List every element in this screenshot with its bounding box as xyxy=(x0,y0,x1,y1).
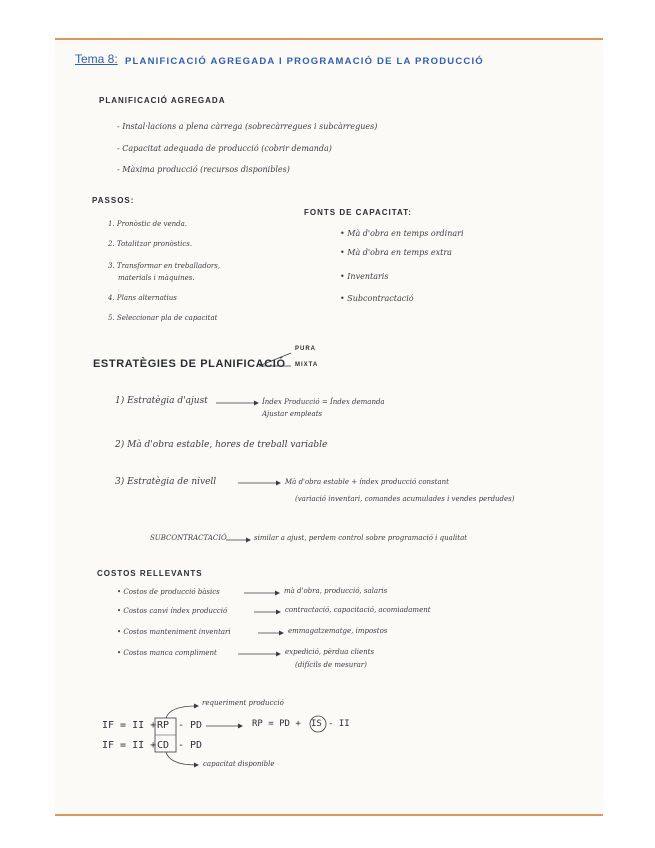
formula-arrow-top-head xyxy=(194,704,199,709)
strategy-2-label: 2) Mà d'obra estable, hores de treball variable xyxy=(115,440,328,450)
passos-item-5: 5. Seleccionar pla de capacitat xyxy=(108,314,218,322)
costos-row-3-result: emmagatzematge, impostos xyxy=(288,627,388,635)
formula-line2-rest: - PD xyxy=(178,740,203,751)
costos-row-1-result: mà d'obra, producció, salaris xyxy=(284,587,388,595)
fonts-item-2: • Mà d'obra en temps extra xyxy=(340,248,452,257)
planificacio-heading: PLANIFICACIÓ AGREGADA xyxy=(99,96,226,105)
formula-line2-left: IF = II + xyxy=(102,740,157,751)
estrategies-heading: ESTRATÈGIES DE PLANIFICACIÓ xyxy=(93,358,286,370)
formula-line1-box: RP xyxy=(157,720,170,731)
costos-row-4-result: expedició, pèrdua clients xyxy=(285,648,375,656)
subcontractacio-result: similar a ajust, perdem control sobre programació i qualitat xyxy=(254,534,468,542)
subcontractacio-label: SUBCONTRACTACIÓ xyxy=(150,534,227,542)
passos-item-1: 1. Pronòstic de venda. xyxy=(108,220,188,228)
arrow-s1-head xyxy=(254,401,259,406)
formula-result-b: - II xyxy=(328,719,350,729)
fonts-item-1: • Mà d'obra en temps ordinari xyxy=(340,229,464,238)
passos-item-4: 4. Plans alternatius xyxy=(108,294,177,302)
arrow-costos-1-head xyxy=(275,591,280,596)
costos-row-1-label: • Costos de producció bàsics xyxy=(117,588,220,596)
formula-line1-left: IF = II + xyxy=(102,720,157,731)
branch-pura: PURA xyxy=(295,346,317,352)
fonts-item-4: • Subcontractació xyxy=(340,294,414,303)
title-tema: Tema 8: xyxy=(75,52,118,66)
strategy-1-result-a: Índex Producció = Índex demanda xyxy=(262,398,385,406)
formula-result-a: RP = PD + xyxy=(252,719,301,729)
formula-arrow-bottom-head xyxy=(194,763,199,768)
formula-line2-box: CD xyxy=(157,740,170,751)
costos-row-4-label: • Costos manca compliment xyxy=(117,649,217,657)
arrow-costos-3-head xyxy=(279,631,284,636)
strategy-1-result-b: Ajustar empleats xyxy=(262,410,323,418)
planificacio-item-1: - Instal·lacions a plena càrrega (sobrecàrregues i subcàrregues) xyxy=(117,122,378,131)
passos-item-3-cont: materials i màquines. xyxy=(118,274,195,282)
planificacio-item-3: - Màxima producció (recursos disponibles) xyxy=(117,165,290,174)
arrow-costos-4-head xyxy=(276,652,281,657)
fonts-item-3: • Inventaris xyxy=(340,272,389,281)
passos-item-3: 3. Transformar en treballadors, xyxy=(108,262,221,270)
arrow-s3-head xyxy=(276,481,281,486)
formula-arrow-mid-head xyxy=(238,724,243,729)
costos-row-3-label: • Costos manteniment inventari xyxy=(117,628,231,636)
fonts-heading: FONTS DE CAPACITAT: xyxy=(304,208,412,217)
arrow-costos-2-head xyxy=(276,610,281,615)
costos-row-2-result: contractació, capacitació, acomiadament xyxy=(285,606,431,614)
costos-heading: COSTOS RELLEVANTS xyxy=(97,569,203,578)
branch-mixta: MIXTA xyxy=(295,362,319,368)
strategy-3-result-b: (variació inventari, comandes acumulades i vendes perdudes) xyxy=(295,495,515,503)
planificacio-item-2: - Capacitat adequada de producció (cobrir demanda) xyxy=(117,144,332,153)
formula-bottom-note: capacitat disponible xyxy=(203,760,275,768)
costos-row-2-label: • Costos canvi índex producció xyxy=(117,607,228,615)
formula-line1-rest: - PD xyxy=(178,720,203,731)
strategy-3-result-a: Mà d'obra estable + índex producció constant xyxy=(285,478,449,486)
strategy-3-label: 3) Estratègia de nivell xyxy=(115,477,217,487)
formula-arrow-top xyxy=(166,706,196,718)
passos-item-2: 2. Totalitzar pronòstics. xyxy=(108,240,193,248)
formula-arrow-bottom xyxy=(166,752,196,765)
formula-top-note: requeriment producció xyxy=(202,699,284,707)
costos-row-5-result: (difícils de mesurar) xyxy=(295,661,367,669)
strategy-1-label: 1) Estratègia d'ajust xyxy=(115,396,208,406)
formula-result-circle: IS xyxy=(311,719,322,729)
arrow-subcontractacio-head xyxy=(246,538,251,543)
page-title: PLANIFICACIÓ AGREGADA I PROGRAMACIÓ DE LA PRODUCCIÓ xyxy=(125,56,484,67)
passos-heading: PASSOS: xyxy=(92,196,135,205)
